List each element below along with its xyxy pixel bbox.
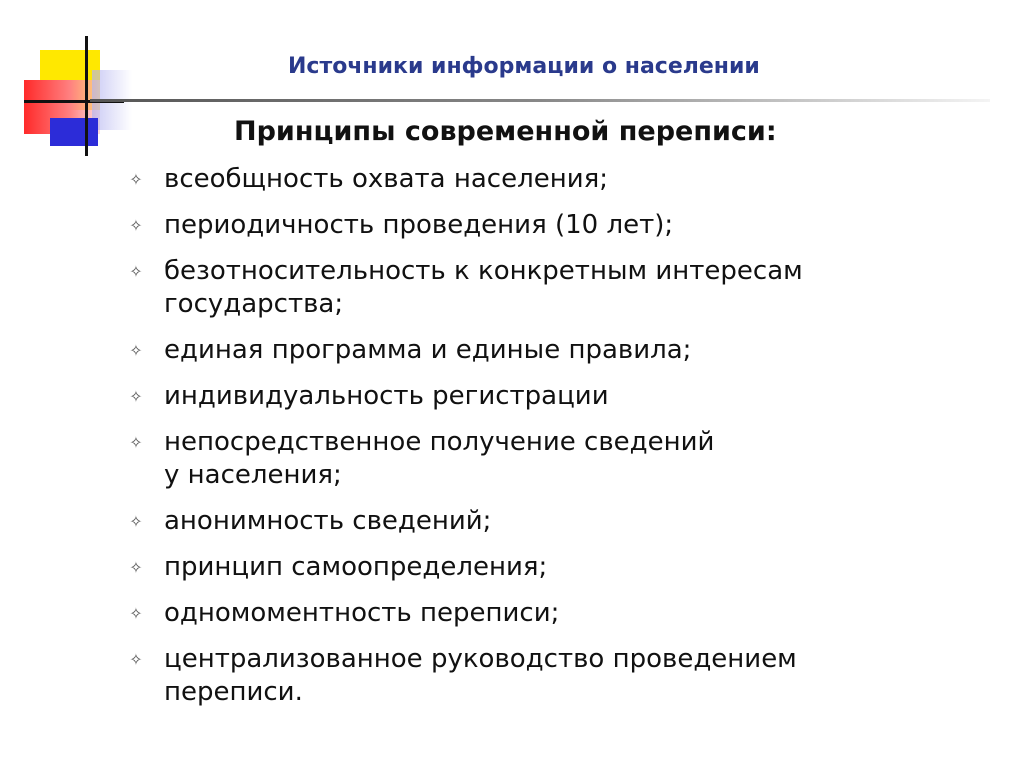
- item-text: периодичность проведения (10 лет);: [164, 210, 674, 240]
- list-item: [124, 163, 1004, 196]
- list-item: [124, 426, 1004, 492]
- list-item: [124, 380, 1004, 413]
- four-point-star-icon: ✧: [129, 170, 143, 189]
- blue-square-shape: [50, 118, 98, 146]
- item-text: принцип самоопределения;: [164, 552, 548, 582]
- four-point-star-icon: ✧: [129, 216, 143, 235]
- list-item: [124, 505, 1004, 538]
- four-point-star-icon: ✧: [129, 387, 143, 406]
- principles-list: [124, 163, 1004, 722]
- item-text: индивидуальность регистрации: [164, 381, 609, 411]
- item-text: анонимность сведений;: [164, 506, 492, 536]
- slide-subtitle: Принципы современной переписи:: [234, 116, 777, 147]
- corner-decoration: [0, 0, 140, 170]
- vertical-rule: [85, 36, 88, 156]
- item-text: централизованное руководство проведением: [164, 644, 797, 674]
- four-point-star-icon: ✧: [129, 650, 143, 669]
- item-text: одномоментность переписи;: [164, 598, 560, 628]
- item-text: единая программа и единые правила;: [164, 335, 692, 365]
- title-underline: [90, 99, 990, 102]
- item-text: непосредственное получение сведений: [164, 427, 715, 457]
- item-text-continued: переписи.: [164, 677, 303, 707]
- item-text-continued: государства;: [164, 289, 344, 319]
- list-item: [124, 597, 1004, 630]
- list-item: [124, 551, 1004, 584]
- item-text: безотносительность к конкретным интересам: [164, 256, 803, 286]
- four-point-star-icon: ✧: [129, 512, 143, 531]
- item-text: всеобщность охвата населения;: [164, 164, 609, 194]
- list-item: [124, 255, 1004, 321]
- four-point-star-icon: ✧: [129, 433, 143, 452]
- item-text-continued: у населения;: [164, 460, 342, 490]
- list-item: [124, 209, 1004, 242]
- list-item: [124, 334, 1004, 367]
- four-point-star-icon: ✧: [129, 341, 143, 360]
- slide-title: Источники информации о населении: [288, 54, 760, 79]
- list-item: [124, 643, 1004, 709]
- four-point-star-icon: ✧: [129, 558, 143, 577]
- four-point-star-icon: ✧: [129, 604, 143, 623]
- four-point-star-icon: ✧: [129, 262, 143, 281]
